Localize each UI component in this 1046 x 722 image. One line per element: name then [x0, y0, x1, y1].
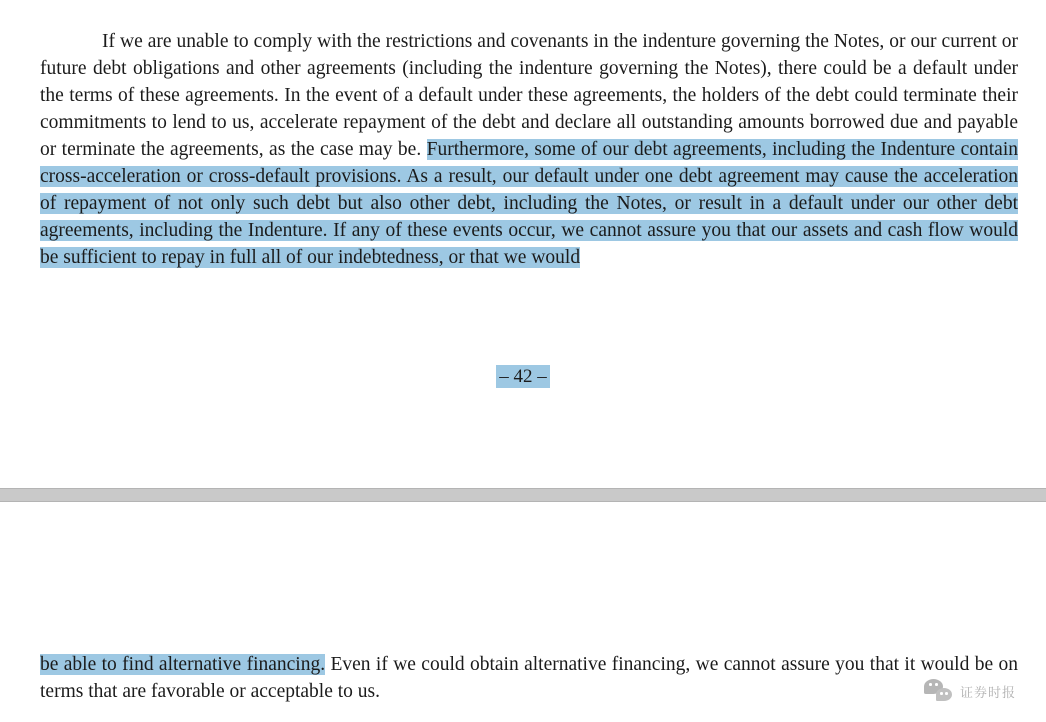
page-number: [0, 364, 1046, 389]
paragraph-risk-factors: [40, 28, 1018, 271]
pdf-page-bottom: [0, 502, 1046, 722]
watermark-label: 证券时报: [960, 685, 1017, 701]
page-number-label[interactable]: – 42 –: [496, 365, 550, 388]
highlighted-text-selection-continued[interactable]: be able to find alternative financing.: [40, 653, 326, 675]
highlighted-text-selection[interactable]: Furthermore, some of our debt agreements, including the Indenture contain cross-acceleration or cross-default provisions. As a result, our default under one debt agreement may cause the acceleration of repayment of not only such debt but also other debt, including the Notes, or result in a default under our other debt agreements, including the Indenture. If any of these events occur, we cannot assure you that our assets and cash flow would be sufficient to repay in full all of our indebtedness, or that we would: [40, 138, 1018, 268]
paragraph-plain-text: If we are unable to comply with the restrictions and covenants in the indenture governing the Notes, or our current or future debt obligations and other agreements (including the indenture governing the Notes), there could be a default under the terms of these agreements. In the event of a default under these agreements, the holders of the debt could terminate their commitments to lend to us, accelerate repayment of the debt and declare all outstanding amounts borrowed due and payable or terminate the agreements, as the case may be.: [40, 30, 1018, 160]
paragraph-continuation: [40, 651, 1018, 705]
paragraph-plain-text-after: Even if we could obtain alternative financing, we cannot assure you that it would be on terms that are favorable or acceptable to us.: [40, 653, 1018, 702]
page-separator-divider: [0, 488, 1046, 502]
